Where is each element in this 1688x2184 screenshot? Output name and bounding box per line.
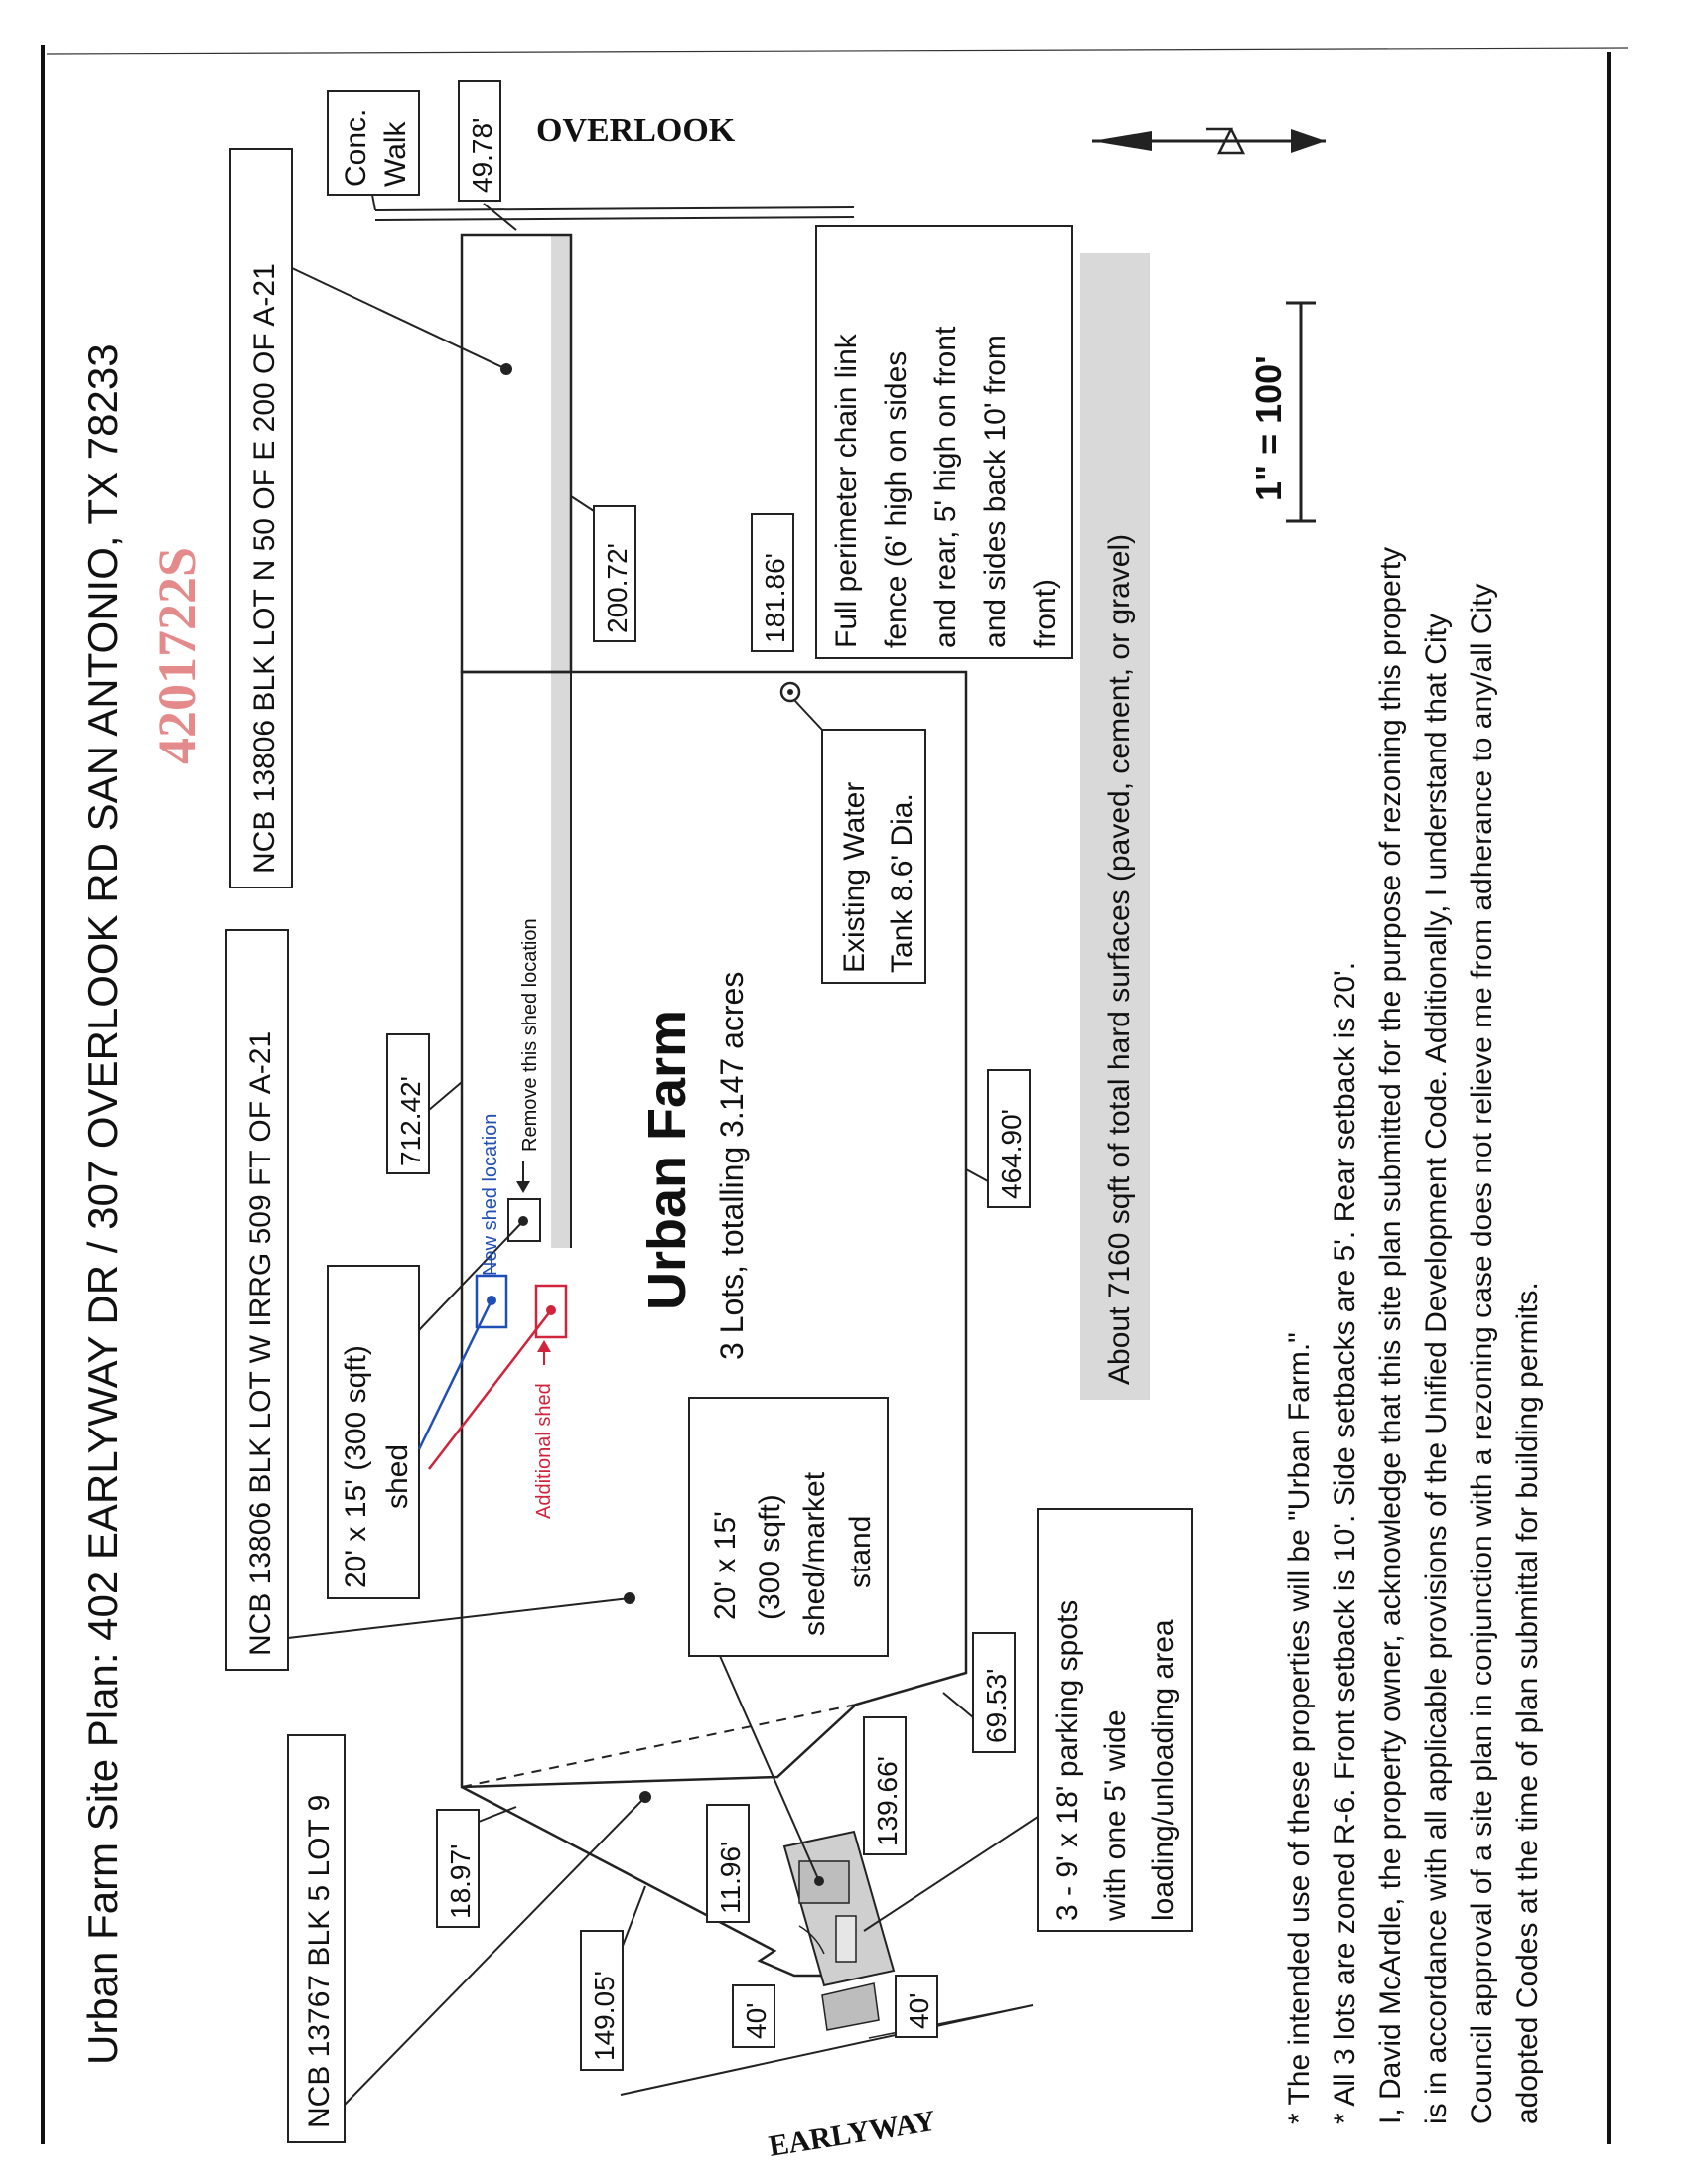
note-line-2: * All 3 lots are zoned R-6. Front setback is 10'. Side setbacks are 5'. Rear setback is 20'. [1329, 961, 1361, 2124]
lot-middle-dot [624, 1592, 635, 1604]
scale-text: 1" = 100' [1248, 355, 1289, 501]
dim-181-86-text: 181.86' [760, 553, 790, 643]
parking-line-2: with one 5' wide [1099, 1709, 1132, 1921]
remove-shed-arrowhead [516, 1181, 530, 1193]
shed-north-line-2: shed [381, 1443, 414, 1509]
fence-note [816, 226, 1072, 658]
south-lot-divider-dashed [462, 1705, 856, 1787]
conc-walk-label [328, 91, 419, 195]
additional-shed-arrowhead [537, 1340, 551, 1352]
dim-18-97-leader [479, 1807, 516, 1822]
dim-4978-leader [484, 204, 516, 230]
conc-walk-text-1: Conc. [340, 108, 372, 187]
additional-shed-text: Additional shed [533, 1383, 555, 1519]
hard-surface-text: About 7160 sqft of total hard surfaces (paved, cement, or gravel) [1103, 533, 1136, 1385]
lot-label-middle-text: NCB 13806 BLK LOT W IRRG 509 FT OF A-21 [244, 1030, 277, 1656]
dim-464-90-leader [966, 1169, 988, 1181]
market-stand-line-1: 20' x 15' [709, 1511, 742, 1620]
dim-149-05-leader [623, 1886, 645, 1946]
page-title: Urban Farm Site Plan: 402 EARLYWAY DR / 307 OVERLOOK RD SAN ANTONIO, TX 78233 [79, 343, 126, 2065]
dim-149-05 [581, 1931, 623, 2070]
dim-69-53-text: 69.53' [981, 1668, 1012, 1743]
note-line-4: is in accordance with all applicable provisions of the Unified Development Code. Additionally, I understand that City [1420, 614, 1453, 2124]
dim-464-90 [988, 1070, 1030, 1207]
top-hairline [47, 48, 1628, 54]
lot-label-north [230, 149, 292, 887]
existing-shed-dot [518, 1216, 528, 1226]
note-line-5: Council approval of a site plan in conjunction with a rezoning case does not relieve me from adherance to any/all City [1466, 583, 1498, 2124]
water-tank-leader [794, 700, 822, 730]
dim-69-53-leader [943, 1693, 973, 1717]
fence-line-2: fence (6' high on sides [880, 350, 913, 648]
note-line-1: * The intended use of these properties will be "Urban Farm." [1283, 1332, 1316, 2124]
urban-farm-title: Urban Farm [637, 1009, 697, 1310]
market-stand-label [689, 1398, 888, 1656]
lot-label-south [288, 1735, 345, 2142]
dim-139-66-text: 139.66' [872, 1756, 903, 1846]
market-stand-line-4: stand [844, 1515, 877, 1588]
conc-walk-leader [372, 195, 375, 210]
shed-north-label [328, 1266, 419, 1598]
note-line-6: adopted Codes at the time of plan submittal for building permits. [1511, 1282, 1544, 2124]
dim-69-53 [973, 1633, 1015, 1752]
dim-139-66 [864, 1717, 906, 1854]
stamp-number: 4201722S [147, 546, 207, 764]
dim-49-78 [459, 81, 500, 201]
dim-11-96 [707, 1805, 749, 1922]
lot-label-south-text: NCB 13767 BLK 5 LOT 9 [303, 1794, 336, 2128]
water-tank-line-1: Existing Water [838, 781, 871, 973]
dim-712-42 [387, 1034, 429, 1173]
water-tank-label [822, 730, 925, 983]
dim-40-left-text: 40' [741, 2002, 772, 2039]
lot-north-dot [500, 363, 512, 375]
dim-149-05-text: 149.05' [589, 1971, 620, 2061]
scale-bar [1248, 303, 1316, 521]
parking-area [784, 1832, 894, 2030]
dim-18-97-text: 18.97' [445, 1843, 476, 1919]
shaded-easement-strip [551, 235, 571, 1248]
earlyway-road-line-2 [869, 2005, 1033, 2038]
dim-40-right-text: 40' [904, 1992, 934, 2029]
fence-line-3: and rear, 5' high on front [929, 326, 962, 648]
overlook-road-line-1 [375, 207, 854, 210]
dim-18-97 [437, 1810, 479, 1927]
parking-line-1: 3 - 9' x 18' parking spots [1052, 1599, 1084, 1921]
dim-200-72 [594, 506, 635, 641]
lot-south-dot [639, 1791, 651, 1803]
street-overlook: OVERLOOK [536, 112, 736, 149]
parking-label [1038, 1509, 1192, 1931]
lot-north-leader [292, 268, 506, 369]
dim-200-72-leader [571, 496, 594, 511]
dim-40-right [896, 1976, 937, 2037]
dim-464-90-text: 464.90' [996, 1109, 1027, 1199]
fence-line-5: front) [1029, 578, 1061, 648]
north-arrow-icon [1092, 129, 1326, 153]
dim-712-42-leader [429, 1082, 462, 1110]
dim-49-78-text: 49.78' [467, 117, 497, 193]
conc-walk-text-2: Walk [379, 121, 412, 187]
urban-farm-subtitle: 3 Lots, totalling 3.147 acres [714, 971, 750, 1360]
lot-middle-leader [288, 1598, 630, 1638]
street-earlyway: EARLYWAY [766, 2104, 938, 2163]
dim-712-42-text: 712.42' [395, 1076, 426, 1166]
dim-40-left [733, 1985, 774, 2047]
water-tank-line-2: Tank 8.6' Dia. [886, 793, 918, 973]
fence-line-1: Full perimeter chain link [830, 334, 863, 648]
dim-11-96-text: 11.96' [715, 1841, 746, 1914]
south-lot-outline [462, 1787, 844, 1976]
lot-label-north-text: NCB 13806 BLK LOT N 50 OF E 200 OF A-21 [248, 263, 281, 874]
market-stand-line-3: shed/market [798, 1471, 831, 1636]
fence-line-4: and sides back 10' from [979, 335, 1012, 648]
note-line-3: I, David McArdle, the property owner, acknowledge that this site plan submitted for the purpose of rezoning this property [1374, 546, 1407, 2124]
shed-north-line-1: 20' x 15' (300 sqft) [340, 1345, 372, 1588]
market-stand-line-2: (300 sqft) [754, 1494, 786, 1620]
dim-181-86 [752, 514, 793, 651]
remove-shed-text: Remove this shed location [519, 918, 541, 1152]
dim-200-72-text: 200.72' [602, 543, 633, 633]
parking-line-3: loading/unloading area [1147, 1619, 1180, 1921]
lot-label-middle [226, 930, 288, 1670]
new-shed-location-text: New shed location [480, 1113, 501, 1276]
overlook-road-line-2 [375, 217, 854, 220]
market-stand-dot [814, 1876, 824, 1886]
new-shed-connector [419, 1300, 492, 1449]
water-tank-center [787, 689, 793, 695]
